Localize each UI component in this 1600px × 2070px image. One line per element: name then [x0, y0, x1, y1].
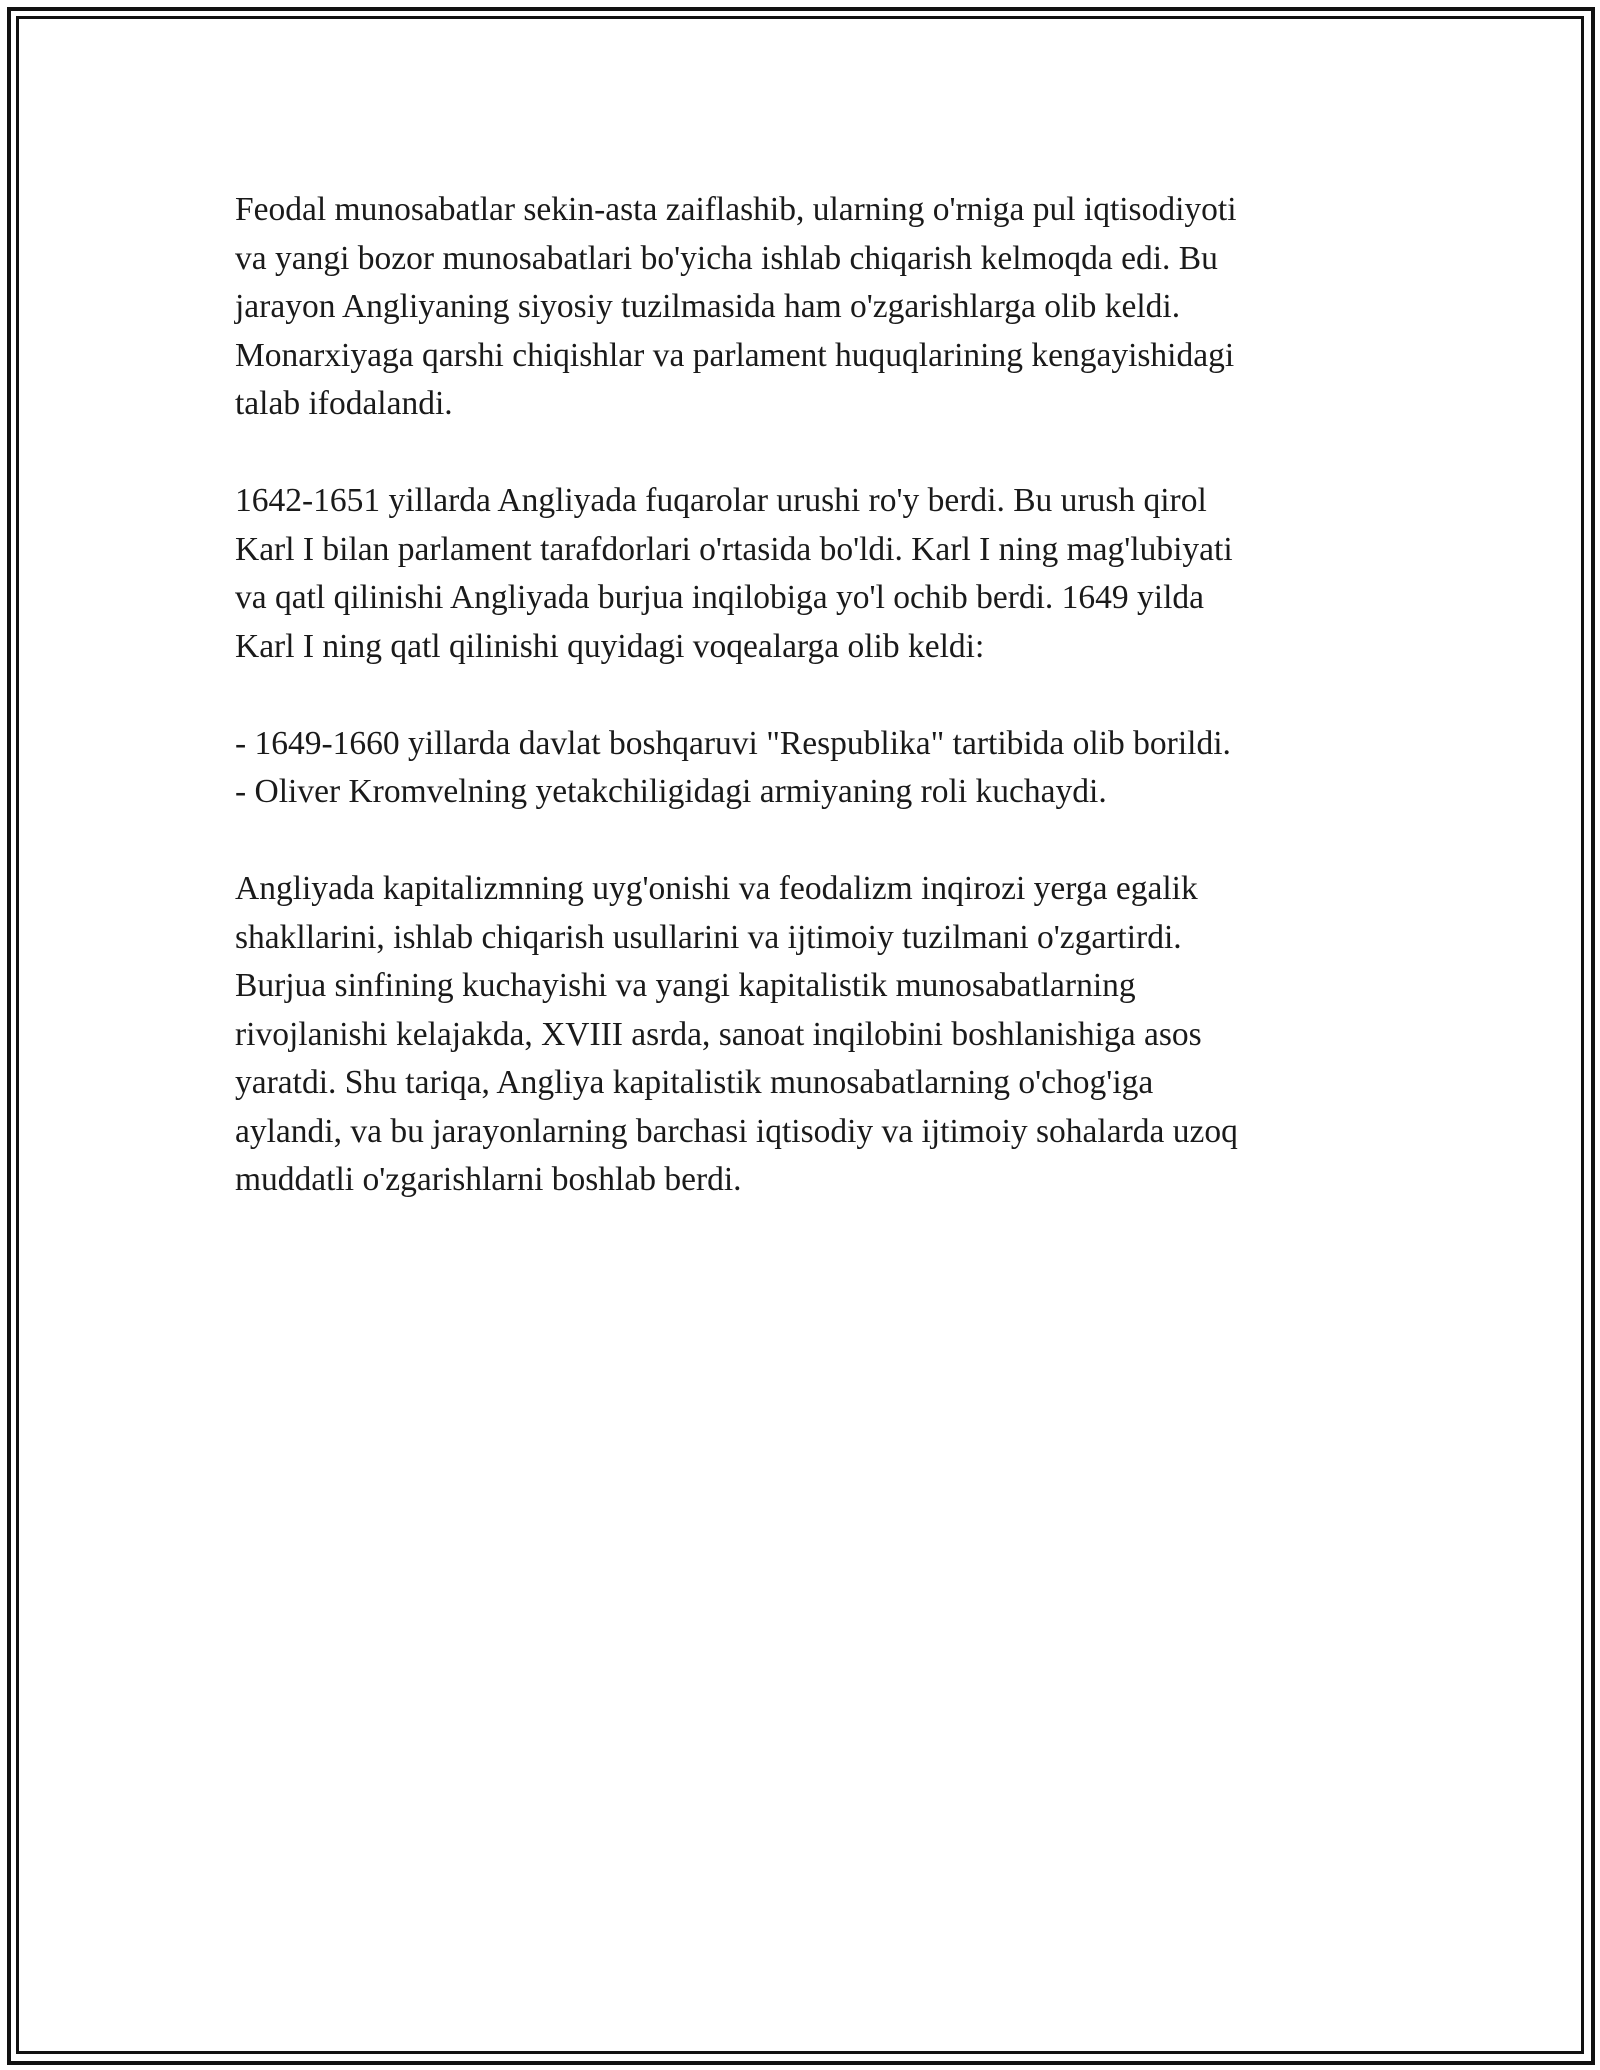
document-body: [235, 186, 1345, 1253]
text-line: Monarxiyaga qarshi chiqishlar va parlament huquqlarining kengayishidagi: [235, 336, 1235, 374]
text-line: shakllarini, ishlab chiqarish usullarini va ijtimoiy tuzilmani o'zgartirdi.: [235, 918, 1182, 956]
text-line: 1642-1651 yillarda Angliyada fuqarolar urushi ro'y berdi. Bu urush qirol: [235, 482, 1207, 519]
text-line: Karl I bilan parlament tarafdorlari o'rtasida bo'ldi. Karl I ning mag'lubiyati: [235, 530, 1233, 568]
text-line: Burjua sinfining kuchayishi va yangi kapitalistik munosabatlarning: [235, 967, 1136, 1004]
text-line: Feodal munosabatlar sekin-asta zaiflashib, ularning o'rniga pul iqtisodiyoti: [235, 191, 1237, 228]
paragraph-feudal-relations: [235, 186, 1345, 429]
paragraph-civil-war: [235, 477, 1345, 671]
text-line: va qatl qilinishi Angliyada burjua inqilobiga yo'l ochib berdi. 1649 yilda: [235, 579, 1205, 616]
text-line: talab ifodalandi.: [235, 385, 453, 422]
list-item: - 1649-1660 yillarda davlat boshqaruvi "Respublika" tartibida olib borildi.: [235, 724, 1231, 762]
list-item: - Oliver Kromvelning yetakchiligidagi armiyaning roli kuchaydi.: [235, 773, 1107, 810]
paragraph-capitalism: [235, 865, 1345, 1205]
text-line: aylandi, va bu jarayonlarning barchasi iqtisodiy va ijtimoiy sohalarda uzoq: [235, 1112, 1238, 1150]
text-line: jarayon Angliyaning siyosiy tuzilmasida ham o'zgarishlarga olib keldi.: [235, 288, 1181, 325]
text-line: muddatli o'zgarishlarni boshlab berdi.: [235, 1161, 742, 1198]
text-line: Karl I ning qatl qilinishi quyidagi voqealarga olib keldi:: [235, 627, 985, 665]
text-line: Angliyada kapitalizmning uyg'onishi va feodalizm inqirozi yerga egalik: [235, 870, 1198, 907]
text-line: rivojlanishi kelajakda, XVIII asrda, sanoat inqilobini boshlanishiga asos: [235, 1015, 1202, 1053]
text-line: yaratdi. Shu tariqa, Angliya kapitalistik munosabatlarning o'chog'iga: [235, 1064, 1154, 1101]
bullet-list: [235, 720, 1345, 817]
text-line: va yangi bozor munosabatlari bo'yicha ishlab chiqarish kelmoqda edi. Bu: [235, 239, 1218, 277]
